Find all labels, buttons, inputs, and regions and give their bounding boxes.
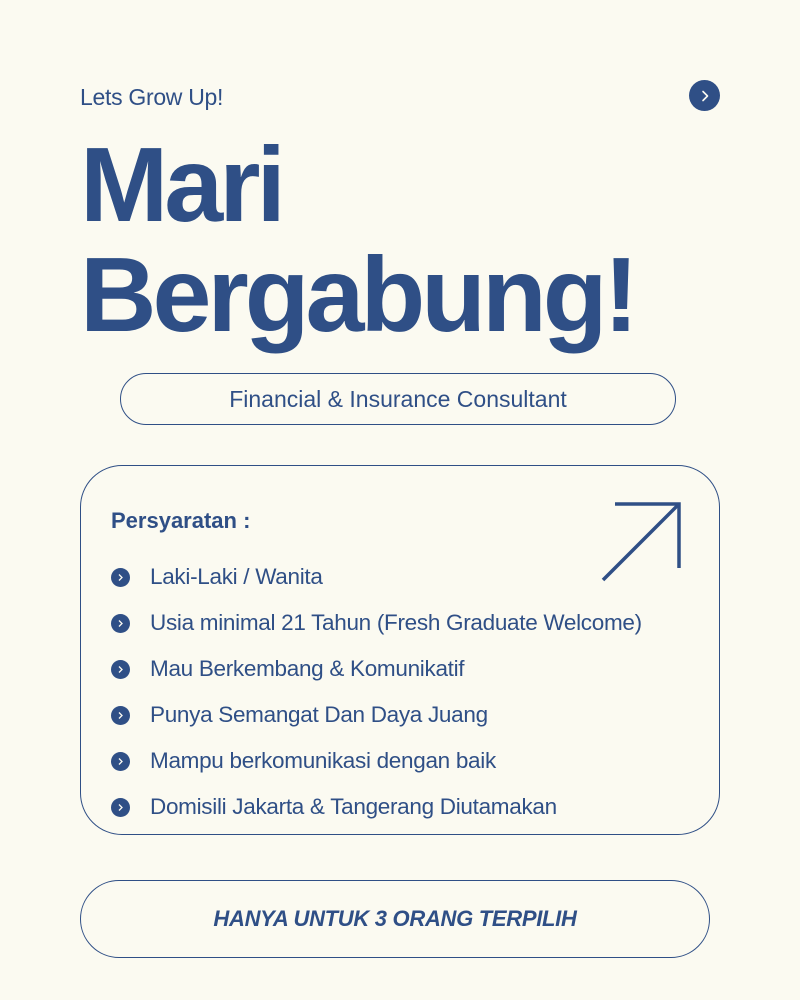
requirements-heading: Persyaratan : <box>111 508 251 533</box>
cta-text: HANYA UNTUK 3 ORANG TERPILIH <box>213 906 577 931</box>
bullet-chevron-icon <box>111 660 130 679</box>
bullet-chevron-icon <box>111 568 130 587</box>
tagline: Lets Grow Up! <box>80 84 224 110</box>
chevron-right-icon <box>698 89 712 103</box>
cta-banner <box>80 880 710 958</box>
requirements-list <box>111 554 642 830</box>
list-item <box>111 738 642 784</box>
list-item <box>111 600 642 646</box>
bullet-chevron-icon <box>111 752 130 771</box>
requirement-text: Domisili Jakarta & Tangerang Diutamakan <box>150 794 557 819</box>
requirement-text: Laki-Laki / Wanita <box>150 564 323 589</box>
requirement-text: Punya Semangat Dan Daya Juang <box>150 702 488 727</box>
position-label: Financial & Insurance Consultant <box>229 385 567 412</box>
list-item <box>111 554 642 600</box>
list-item <box>111 646 642 692</box>
bullet-chevron-icon <box>111 706 130 725</box>
title-line-2: Bergabung! <box>80 236 635 354</box>
bullet-chevron-icon <box>111 614 130 633</box>
position-badge <box>120 373 676 425</box>
title-line-1: Mari <box>80 126 282 244</box>
requirement-text: Usia minimal 21 Tahun (Fresh Graduate Welcome) <box>150 610 642 635</box>
list-item <box>111 784 642 830</box>
list-item <box>111 692 642 738</box>
page-title <box>80 126 635 354</box>
bullet-chevron-icon <box>111 798 130 817</box>
requirement-text: Mau Berkembang & Komunikatif <box>150 656 465 681</box>
requirements-card <box>80 465 720 835</box>
next-button[interactable] <box>689 80 720 111</box>
requirement-text: Mampu berkomunikasi dengan baik <box>150 748 496 773</box>
